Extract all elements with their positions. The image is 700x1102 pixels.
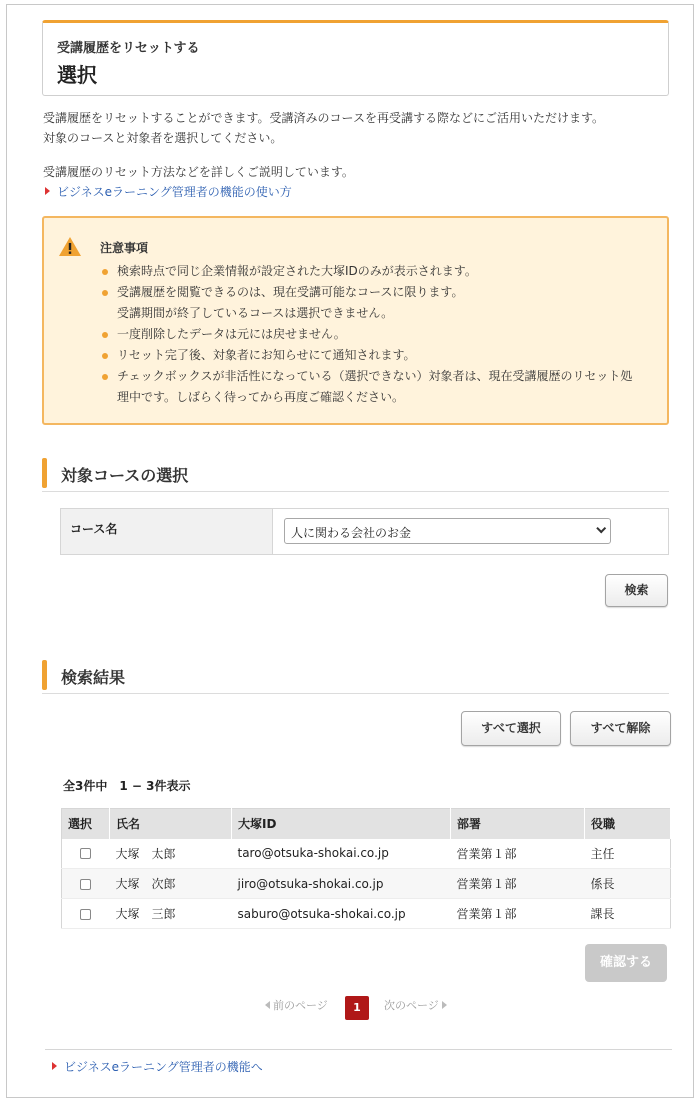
triangle-bullet-icon	[45, 187, 50, 195]
select-all-button[interactable]: すべて選択	[461, 711, 561, 746]
row-checkbox[interactable]	[80, 909, 91, 920]
chevron-right-icon	[442, 1001, 447, 1009]
deselect-all-button[interactable]: すべて解除	[570, 711, 671, 746]
name-cell: 大塚 太郎	[110, 839, 232, 869]
name-cell: 大塚 三郎	[110, 899, 232, 929]
notice-item-continued-text: 受講期間が終了しているコースは選択できません。	[117, 306, 394, 320]
id-cell: jiro@otsuka-shokai.co.jp	[232, 869, 451, 899]
results-section-title: 検索結果	[61, 668, 126, 687]
table-row	[62, 839, 671, 869]
column-header: 氏名	[110, 809, 232, 839]
search-button[interactable]: 検索	[605, 574, 668, 607]
chevron-left-icon	[265, 1001, 270, 1009]
notice-item-continued	[100, 303, 660, 324]
prev-page-label: 前のページ	[273, 999, 328, 1012]
admin-functions-link[interactable]	[52, 1058, 263, 1075]
notice-box	[42, 216, 669, 425]
course-section-title: 対象コースの選択	[61, 466, 189, 485]
table-row	[62, 869, 671, 899]
results-section-header	[42, 660, 669, 694]
course-form	[60, 508, 669, 555]
result-count: 全3件中 1 − 3件表示	[63, 779, 191, 793]
next-page-label: 次のページ	[384, 999, 439, 1012]
dept-cell: 営業第１部	[451, 899, 585, 929]
row-select-cell	[62, 839, 110, 869]
current-page[interactable]: 1	[345, 996, 369, 1020]
page-header	[42, 20, 669, 96]
notice-title: 注意事項	[100, 241, 149, 255]
notice-item: 一度削除したデータは元には戻せません。	[100, 324, 660, 345]
intro-line-2: 対象のコースと対象者を選択してください。	[43, 131, 283, 145]
course-select[interactable]	[284, 518, 611, 544]
results-table	[61, 808, 671, 929]
intro-text	[43, 108, 673, 148]
notice-item-continued-text: 理中です。しばらく待ってから再度ご確認ください。	[117, 390, 405, 404]
intro-line-1: 受講履歴をリセットすることができます。受講済みのコースを再受講する際などにご活用いただけます。	[43, 111, 605, 125]
next-page-link[interactable]	[384, 997, 447, 1013]
column-header: 選択	[62, 809, 110, 839]
prev-page-link[interactable]	[265, 997, 328, 1013]
chevron-down-icon	[596, 523, 606, 533]
column-header: 部署	[451, 809, 585, 839]
dept-cell: 営業第１部	[451, 869, 585, 899]
id-cell: saburo@otsuka-shokai.co.jp	[232, 899, 451, 929]
row-checkbox[interactable]	[80, 848, 91, 859]
notice-list	[100, 261, 660, 408]
notice-item: チェックボックスが非活性になっている（選択できない）対象者は、現在受講履歴のリセット処	[100, 366, 660, 387]
role-cell: 係長	[585, 869, 671, 899]
page-title: 選択	[57, 63, 97, 87]
id-cell: taro@otsuka-shokai.co.jp	[232, 839, 451, 869]
name-cell: 大塚 次郎	[110, 869, 232, 899]
notice-item-continued	[100, 387, 660, 408]
table-row	[62, 899, 671, 929]
section-accent-bar	[42, 660, 47, 690]
role-cell: 課長	[585, 899, 671, 929]
footer-divider	[45, 1049, 672, 1050]
notice-item: 受講履歴を閲覧できるのは、現在受講可能なコースに限ります。	[100, 282, 660, 303]
notice-item: 検索時点で同じ企業情報が設定された大塚IDのみが表示されます。	[100, 261, 660, 282]
row-checkbox[interactable]	[80, 879, 91, 890]
column-header: 役職	[585, 809, 671, 839]
section-accent-bar	[42, 458, 47, 488]
row-select-cell	[62, 869, 110, 899]
notice-item: リセット完了後、対象者にお知らせにて通知されます。	[100, 345, 660, 366]
column-header: 大塚ID	[232, 809, 451, 839]
warning-icon	[58, 236, 82, 257]
course-name-label: コース名	[61, 509, 273, 554]
course-section-header	[42, 458, 669, 492]
role-cell: 主任	[585, 839, 671, 869]
triangle-bullet-icon	[52, 1062, 57, 1070]
course-select-value: 人に関わる会社のお金	[291, 526, 412, 540]
guide-link-label[interactable]: ビジネスeラーニング管理者の機能の使い方	[57, 185, 292, 199]
guide-link[interactable]	[45, 183, 292, 200]
intro-line-3: 受講履歴のリセット方法などを詳しくご説明しています。	[43, 165, 354, 179]
confirm-button[interactable]: 確認する	[585, 944, 667, 982]
admin-functions-link-label[interactable]: ビジネスeラーニング管理者の機能へ	[64, 1060, 263, 1074]
dept-cell: 営業第１部	[451, 839, 585, 869]
row-select-cell	[62, 899, 110, 929]
table-header-row	[62, 809, 671, 839]
page-subtitle: 受講履歴をリセットする	[57, 41, 200, 56]
